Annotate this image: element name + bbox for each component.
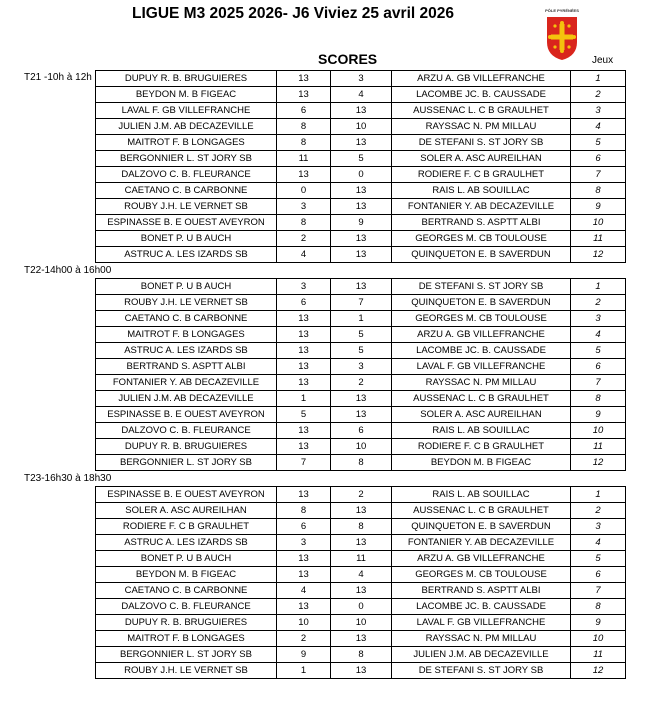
score1-cell: 8	[277, 119, 331, 135]
team1-cell: BONET P. U B AUCH	[96, 231, 277, 247]
score1-cell: 9	[277, 647, 331, 663]
match-row	[96, 359, 626, 375]
team2-cell: ARZU A. GB VILLEFRANCHE	[392, 71, 571, 87]
page-title: LIGUE M3 2025 2026- J6 Viviez 25 avril 2026	[132, 5, 454, 22]
score1-cell: 13	[277, 311, 331, 327]
jeu-cell: 10	[571, 631, 626, 647]
team1-cell: BEYDON M. B FIGEAC	[96, 567, 277, 583]
team1-cell: ASTRUC A. LES IZARDS SB	[96, 247, 277, 263]
score1-cell: 1	[277, 391, 331, 407]
jeu-cell: 3	[571, 311, 626, 327]
score1-cell: 4	[277, 247, 331, 263]
score2-cell: 8	[331, 519, 392, 535]
match-row	[96, 615, 626, 631]
score2-cell: 9	[331, 215, 392, 231]
team2-cell: LACOMBE JC. B. CAUSSADE	[392, 343, 571, 359]
team1-cell: ASTRUC A. LES IZARDS SB	[96, 343, 277, 359]
score1-cell: 13	[277, 551, 331, 567]
score1-cell: 5	[277, 407, 331, 423]
score2-cell: 4	[331, 567, 392, 583]
jeu-cell: 12	[571, 247, 626, 263]
jeu-cell: 1	[571, 487, 626, 503]
team2-cell: SOLER A. ASC AUREILHAN	[392, 151, 571, 167]
jeu-cell: 3	[571, 519, 626, 535]
score1-cell: 13	[277, 487, 331, 503]
score2-cell: 5	[331, 327, 392, 343]
team2-cell: JULIEN J.M. AB DECAZEVILLE	[392, 647, 571, 663]
score1-cell: 6	[277, 519, 331, 535]
team2-cell: ARZU A. GB VILLEFRANCHE	[392, 551, 571, 567]
jeux-heading: Jeux	[592, 55, 614, 66]
score2-cell: 0	[331, 599, 392, 615]
team2-cell: LACOMBE JC. B. CAUSSADE	[392, 87, 571, 103]
score2-cell: 13	[331, 199, 392, 215]
match-row	[96, 631, 626, 647]
score1-cell: 13	[277, 343, 331, 359]
score2-cell: 6	[331, 423, 392, 439]
team1-cell: ASTRUC A. LES IZARDS SB	[96, 535, 277, 551]
match-row	[96, 215, 626, 231]
match-row	[96, 71, 626, 87]
score1-cell: 13	[277, 567, 331, 583]
score1-cell: 13	[277, 423, 331, 439]
team2-cell: DE STEFANI S. ST JORY SB	[392, 135, 571, 151]
score2-cell: 13	[331, 279, 392, 295]
match-row	[96, 583, 626, 599]
match-row	[96, 199, 626, 215]
team1-cell: ROUBY J.H. LE VERNET SB	[96, 663, 277, 679]
score2-cell: 10	[331, 119, 392, 135]
jeu-cell: 5	[571, 343, 626, 359]
round-label: T21 -10h à 12h	[24, 72, 92, 83]
score2-cell: 7	[331, 295, 392, 311]
match-row	[96, 103, 626, 119]
jeu-cell: 5	[571, 135, 626, 151]
team2-cell: BERTRAND S. ASPTT ALBI	[392, 215, 571, 231]
team1-cell: ESPINASSE B. E OUEST AVEYRON	[96, 407, 277, 423]
match-row	[96, 87, 626, 103]
jeu-cell: 2	[571, 503, 626, 519]
match-row	[96, 247, 626, 263]
score2-cell: 0	[331, 167, 392, 183]
score1-cell: 13	[277, 375, 331, 391]
team1-cell: MAITROT F. B LONGAGES	[96, 631, 277, 647]
team2-cell: RAYSSAC N. PM MILLAU	[392, 375, 571, 391]
score2-cell: 1	[331, 311, 392, 327]
jeu-cell: 3	[571, 103, 626, 119]
jeu-cell: 9	[571, 615, 626, 631]
team1-cell: MAITROT F. B LONGAGES	[96, 327, 277, 343]
score2-cell: 5	[331, 151, 392, 167]
team2-cell: GEORGES M. CB TOULOUSE	[392, 231, 571, 247]
team2-cell: RAIS L. AB SOUILLAC	[392, 183, 571, 199]
score2-cell: 8	[331, 455, 392, 471]
jeu-cell: 4	[571, 535, 626, 551]
jeu-cell: 6	[571, 567, 626, 583]
jeu-cell: 11	[571, 439, 626, 455]
score2-cell: 13	[331, 183, 392, 199]
score1-cell: 2	[277, 631, 331, 647]
match-row	[96, 279, 626, 295]
score2-cell: 13	[331, 391, 392, 407]
team2-cell: BERTRAND S. ASPTT ALBI	[392, 583, 571, 599]
team2-cell: RAYSSAC N. PM MILLAU	[392, 119, 571, 135]
team2-cell: AUSSENAC L. C B GRAULHET	[392, 503, 571, 519]
score1-cell: 6	[277, 295, 331, 311]
team1-cell: JULIEN J.M. AB DECAZEVILLE	[96, 391, 277, 407]
jeu-cell: 6	[571, 359, 626, 375]
team1-cell: CAETANO C. B CARBONNE	[96, 311, 277, 327]
team2-cell: FONTANIER Y. AB DECAZEVILLE	[392, 535, 571, 551]
jeu-cell: 7	[571, 167, 626, 183]
score2-cell: 13	[331, 247, 392, 263]
team2-cell: RAIS L. AB SOUILLAC	[392, 423, 571, 439]
match-row	[96, 503, 626, 519]
team2-cell: AUSSENAC L. C B GRAULHET	[392, 391, 571, 407]
score2-cell: 13	[331, 583, 392, 599]
score1-cell: 10	[277, 615, 331, 631]
match-row	[96, 599, 626, 615]
score2-cell: 13	[331, 631, 392, 647]
jeu-cell: 10	[571, 423, 626, 439]
team2-cell: DE STEFANI S. ST JORY SB	[392, 279, 571, 295]
team1-cell: MAITROT F. B LONGAGES	[96, 135, 277, 151]
team1-cell: CAETANO C. B CARBONNE	[96, 583, 277, 599]
team2-cell: QUINQUETON E. B SAVERDUN	[392, 519, 571, 535]
match-row	[96, 151, 626, 167]
jeu-cell: 11	[571, 647, 626, 663]
score2-cell: 13	[331, 663, 392, 679]
jeu-cell: 1	[571, 71, 626, 87]
team1-cell: ESPINASSE B. E OUEST AVEYRON	[96, 487, 277, 503]
score2-cell: 10	[331, 615, 392, 631]
team2-cell: RODIERE F. C B GRAULHET	[392, 439, 571, 455]
team1-cell: ROUBY J.H. LE VERNET SB	[96, 199, 277, 215]
match-row	[96, 295, 626, 311]
score2-cell: 2	[331, 487, 392, 503]
jeu-cell: 8	[571, 599, 626, 615]
team2-cell: AUSSENAC L. C B GRAULHET	[392, 103, 571, 119]
jeu-cell: 1	[571, 279, 626, 295]
match-row	[96, 551, 626, 567]
score1-cell: 1	[277, 663, 331, 679]
team1-cell: BERGONNIER L. ST JORY SB	[96, 455, 277, 471]
score1-cell: 2	[277, 231, 331, 247]
match-row	[96, 535, 626, 551]
round-label: T22-14h00 à 16h00	[24, 265, 112, 276]
team1-cell: DALZOVO C. B. FLEURANCE	[96, 167, 277, 183]
score1-cell: 6	[277, 103, 331, 119]
score2-cell: 10	[331, 439, 392, 455]
team2-cell: RAYSSAC N. PM MILLAU	[392, 631, 571, 647]
jeu-cell: 12	[571, 455, 626, 471]
match-row	[96, 423, 626, 439]
logo	[544, 8, 580, 60]
score1-cell: 0	[277, 183, 331, 199]
score1-cell: 13	[277, 359, 331, 375]
jeu-cell: 8	[571, 183, 626, 199]
jeu-cell: 7	[571, 375, 626, 391]
round-table	[95, 70, 626, 263]
match-row	[96, 519, 626, 535]
team2-cell: GEORGES M. CB TOULOUSE	[392, 567, 571, 583]
match-row	[96, 231, 626, 247]
match-row	[96, 343, 626, 359]
score2-cell: 3	[331, 71, 392, 87]
score2-cell: 2	[331, 375, 392, 391]
jeu-cell: 4	[571, 327, 626, 343]
team2-cell: DE STEFANI S. ST JORY SB	[392, 663, 571, 679]
jeu-cell: 12	[571, 663, 626, 679]
occitan-cross-shield-icon	[544, 14, 580, 62]
match-row	[96, 567, 626, 583]
score1-cell: 3	[277, 199, 331, 215]
team2-cell: RAIS L. AB SOUILLAC	[392, 487, 571, 503]
score2-cell: 4	[331, 87, 392, 103]
round-table	[95, 486, 626, 679]
team1-cell: BONET P. U B AUCH	[96, 551, 277, 567]
team1-cell: ESPINASSE B. E OUEST AVEYRON	[96, 215, 277, 231]
round-label: T23-16h30 à 18h30	[24, 473, 112, 484]
team1-cell: BEYDON M. B FIGEAC	[96, 87, 277, 103]
team1-cell: CAETANO C. B CARBONNE	[96, 183, 277, 199]
score1-cell: 13	[277, 167, 331, 183]
team1-cell: BERTRAND S. ASPTT ALBI	[96, 359, 277, 375]
team1-cell: ROUBY J.H. LE VERNET SB	[96, 295, 277, 311]
team2-cell: LAVAL F. GB VILLEFRANCHE	[392, 359, 571, 375]
team1-cell: LAVAL F. GB VILLEFRANCHE	[96, 103, 277, 119]
match-row	[96, 375, 626, 391]
score1-cell: 8	[277, 135, 331, 151]
match-row	[96, 311, 626, 327]
team1-cell: BERGONNIER L. ST JORY SB	[96, 647, 277, 663]
match-row	[96, 407, 626, 423]
score1-cell: 8	[277, 503, 331, 519]
jeu-cell: 5	[571, 551, 626, 567]
jeu-cell: 6	[571, 151, 626, 167]
score1-cell: 7	[277, 455, 331, 471]
jeu-cell: 2	[571, 87, 626, 103]
team2-cell: RODIERE F. C B GRAULHET	[392, 167, 571, 183]
score2-cell: 5	[331, 343, 392, 359]
jeu-cell: 9	[571, 199, 626, 215]
match-row	[96, 327, 626, 343]
score1-cell: 13	[277, 87, 331, 103]
team2-cell: LAVAL F. GB VILLEFRANCHE	[392, 615, 571, 631]
team2-cell: ARZU A. GB VILLEFRANCHE	[392, 327, 571, 343]
jeu-cell: 7	[571, 583, 626, 599]
jeu-cell: 10	[571, 215, 626, 231]
match-row	[96, 663, 626, 679]
team2-cell: QUINQUETON E. B SAVERDUN	[392, 247, 571, 263]
jeu-cell: 4	[571, 119, 626, 135]
match-row	[96, 391, 626, 407]
team1-cell: DALZOVO C. B. FLEURANCE	[96, 423, 277, 439]
score2-cell: 13	[331, 135, 392, 151]
team2-cell: SOLER A. ASC AUREILHAN	[392, 407, 571, 423]
team1-cell: BERGONNIER L. ST JORY SB	[96, 151, 277, 167]
score2-cell: 13	[331, 231, 392, 247]
score2-cell: 13	[331, 535, 392, 551]
scores-heading: SCORES	[318, 51, 378, 67]
match-row	[96, 183, 626, 199]
team2-cell: FONTANIER Y. AB DECAZEVILLE	[392, 199, 571, 215]
match-row	[96, 135, 626, 151]
score1-cell: 3	[277, 535, 331, 551]
score1-cell: 4	[277, 583, 331, 599]
team2-cell: QUINQUETON E. B SAVERDUN	[392, 295, 571, 311]
team1-cell: DUPUY R. B. BRUGUIERES	[96, 615, 277, 631]
match-row	[96, 455, 626, 471]
score2-cell: 13	[331, 103, 392, 119]
team1-cell: RODIERE F. C B GRAULHET	[96, 519, 277, 535]
match-row	[96, 439, 626, 455]
team1-cell: DUPUY R. B. BRUGUIERES	[96, 71, 277, 87]
match-row	[96, 119, 626, 135]
jeu-cell: 11	[571, 231, 626, 247]
team2-cell: GEORGES M. CB TOULOUSE	[392, 311, 571, 327]
team1-cell: SOLER A. ASC AUREILHAN	[96, 503, 277, 519]
match-row	[96, 167, 626, 183]
score1-cell: 13	[277, 439, 331, 455]
score2-cell: 3	[331, 359, 392, 375]
match-row	[96, 487, 626, 503]
team1-cell: BONET P. U B AUCH	[96, 279, 277, 295]
team1-cell: DALZOVO C. B. FLEURANCE	[96, 599, 277, 615]
score2-cell: 13	[331, 407, 392, 423]
team2-cell: BEYDON M. B FIGEAC	[392, 455, 571, 471]
jeu-cell: 8	[571, 391, 626, 407]
jeu-cell: 9	[571, 407, 626, 423]
round-table	[95, 278, 626, 471]
team2-cell: LACOMBE JC. B. CAUSSADE	[392, 599, 571, 615]
score1-cell: 13	[277, 327, 331, 343]
score2-cell: 11	[331, 551, 392, 567]
score1-cell: 8	[277, 215, 331, 231]
team1-cell: FONTANIER Y. AB DECAZEVILLE	[96, 375, 277, 391]
score1-cell: 3	[277, 279, 331, 295]
score2-cell: 13	[331, 503, 392, 519]
match-row	[96, 647, 626, 663]
score1-cell: 11	[277, 151, 331, 167]
score2-cell: 8	[331, 647, 392, 663]
score1-cell: 13	[277, 71, 331, 87]
jeu-cell: 2	[571, 295, 626, 311]
logo-text: PÔLE PYRÉNÉES	[545, 8, 579, 13]
score1-cell: 13	[277, 599, 331, 615]
team1-cell: JULIEN J.M. AB DECAZEVILLE	[96, 119, 277, 135]
team1-cell: DUPUY R. B. BRUGUIERES	[96, 439, 277, 455]
